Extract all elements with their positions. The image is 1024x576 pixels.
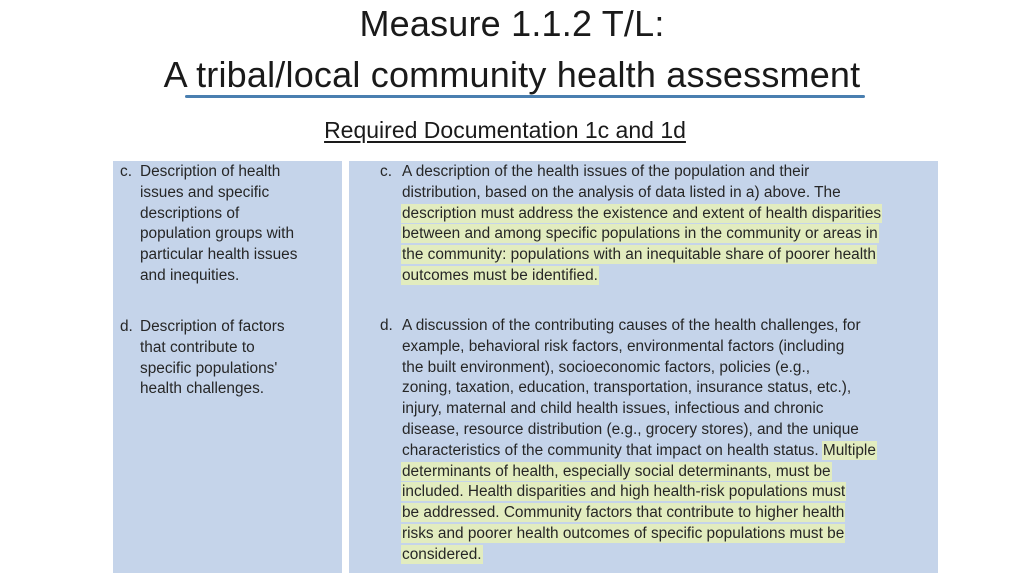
- highlighted-text-line: description must address the existence and extent of health disparities: [402, 204, 882, 222]
- left-item-c-text: [140, 162, 335, 287]
- left-item-d-text: [140, 317, 335, 400]
- text-line: Description of factors: [140, 318, 285, 335]
- right-item-c-text: [402, 162, 932, 287]
- title-underline-rule: [185, 95, 865, 98]
- highlighted-text-line: between and among specific populations in the community or areas in: [402, 225, 878, 243]
- highlighted-text-line: risks and poorer health outcomes of specific populations must be: [402, 524, 845, 542]
- highlighted-text-line: considered.: [402, 545, 482, 563]
- highlighted-text-line: be addressed. Community factors that contribute to higher health: [402, 504, 845, 522]
- text-line: and inequities.: [140, 266, 240, 284]
- text-line: A description of the health issues of the population and their: [402, 163, 810, 180]
- text-line: health challenges.: [140, 380, 265, 398]
- highlighted-text-fragment: Multiple: [822, 441, 876, 459]
- highlighted-text-line: included. Health disparities and high health-risk populations must: [402, 483, 846, 501]
- left-requirements-panel: [113, 161, 342, 573]
- highlighted-text-line: outcomes must be identified.: [402, 266, 598, 284]
- text-line: zoning, taxation, education, transportation, insurance status, etc.),: [402, 379, 852, 397]
- slide-title-line-1: Measure 1.1.2 T/L:: [359, 3, 665, 44]
- right-item-d-text: [402, 316, 932, 566]
- text-line: population groups with: [140, 225, 295, 243]
- text-line: descriptions of: [140, 204, 240, 222]
- highlighted-text-line: the community: populations with an inequitable share of poorer health: [402, 246, 876, 264]
- text-line: particular health issues: [140, 246, 298, 264]
- slide-title-line-2: A tribal/local community health assessment: [163, 54, 861, 95]
- text-line: distribution, based on the analysis of data listed in a) above. The: [402, 183, 841, 201]
- right-requirements-panel: [349, 161, 938, 573]
- text-line: that contribute to: [140, 338, 255, 356]
- text-line: characteristics of the community that impact on health status.: [402, 441, 819, 459]
- right-item-d-letter: d.: [380, 317, 393, 334]
- text-line: Description of health: [140, 163, 281, 180]
- text-line: injury, maternal and child health issues, infectious and chronic: [402, 400, 824, 418]
- left-item-c-letter: c.: [120, 163, 132, 180]
- right-item-c-letter: c.: [380, 163, 392, 180]
- slide-subtitle: Required Documentation 1c and 1d: [324, 117, 686, 143]
- left-item-d-letter: d.: [120, 318, 133, 335]
- text-line: specific populations': [140, 359, 278, 377]
- text-line: A discussion of the contributing causes of the health challenges, for: [402, 317, 861, 334]
- highlighted-text-line: determinants of health, especially social determinants, must be: [402, 462, 831, 480]
- text-line: the built environment), socioeconomic factors, policies (e.g.,: [402, 358, 811, 376]
- text-line: disease, resource distribution (e.g., grocery stores), and the unique: [402, 420, 859, 438]
- text-line: example, behavioral risk factors, environmental factors (including: [402, 337, 845, 355]
- text-line: issues and specific: [140, 183, 270, 201]
